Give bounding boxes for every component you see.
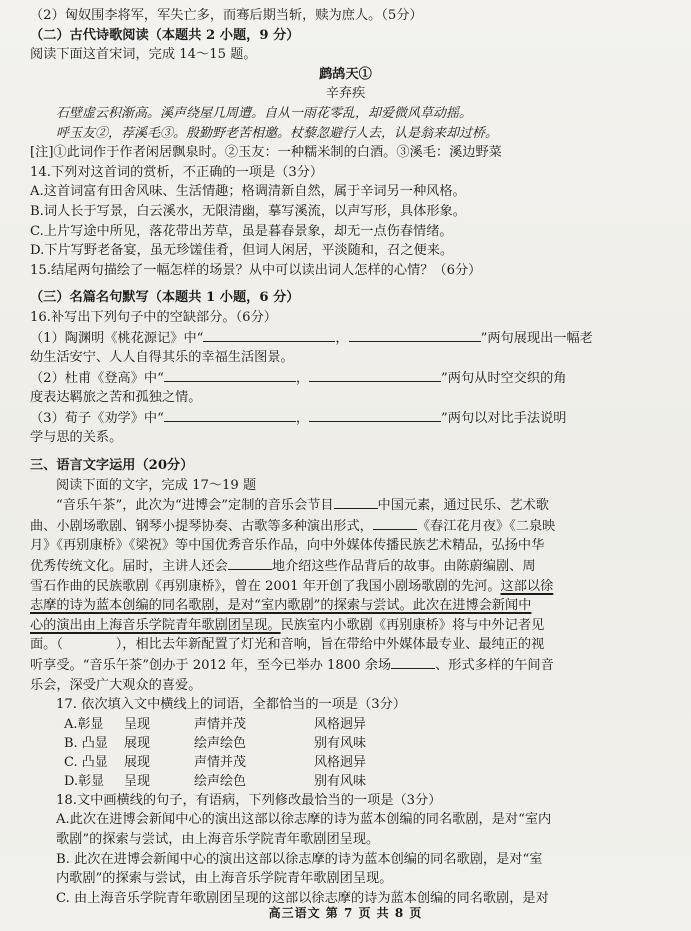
option-key: D.彰显 bbox=[64, 773, 105, 789]
answer-blank[interactable] bbox=[349, 328, 481, 342]
text-line: 阅读下面这首宋词，完成 14～15 题。 bbox=[30, 47, 257, 63]
answer-blank[interactable] bbox=[373, 516, 417, 530]
question-18: 18.文中画横线的句子，有语病，下列修改最恰当的一项是（3分） bbox=[56, 792, 442, 808]
question-15: 15.结尾两句描绘了一幅怎样的场景？从中可以读出词人怎样的心情？（6分） bbox=[30, 262, 482, 278]
option-line: C.上片写途中所见，落花带出芳草，虽是暮春景象，却无一点伤春情绪。 bbox=[30, 223, 453, 239]
answer-blank[interactable] bbox=[228, 556, 272, 570]
fill-line: （2）杜甫《登高》中“ ， ”两句从时空交织的角 bbox=[30, 368, 661, 389]
option-line: A.这首词富有田舍风味、生活情趣；格调清新自然，属于辛词另一种风格。 bbox=[30, 184, 466, 200]
question-17: 17. 依次填入文中横线上的词语，全都恰当的一项是（3分） bbox=[56, 697, 407, 713]
text-line: 幼生活安宁、人人自得其乐的幸福生活图景。 bbox=[30, 350, 294, 366]
passage-line: 听享受。“音乐午茶”创办于 2012 年，至今已举办 1800 余场 、形式多样的午间音 bbox=[30, 655, 661, 676]
option-key: B. 凸显 bbox=[64, 735, 108, 751]
option-key: C. 凸显 bbox=[64, 754, 108, 770]
answer-blank[interactable] bbox=[164, 368, 296, 382]
answer-blank[interactable] bbox=[309, 408, 441, 422]
section-heading: （二）古代诗歌阅读（本题共 2 小题，9 分） bbox=[30, 27, 300, 43]
option-line: 内歌剧”的探索与尝试，由上海音乐学院青年歌剧团呈现。 bbox=[56, 871, 393, 887]
passage-line: 心的演出由上海音乐学院青年歌剧团呈现。民族室内小歌剧《再别康桥》将与中外记者见 bbox=[30, 617, 545, 633]
poem-title: 鹧鸪天① bbox=[319, 66, 372, 82]
option-line: 歌剧”的探索与尝试，由上海音乐学院青年歌剧团呈现。 bbox=[56, 831, 380, 847]
passage-line: 月》《再别康桥》《梁祝》等中国优秀音乐作品，向中外媒体传播民族艺术精品，弘扬中华 bbox=[30, 538, 545, 554]
answer-blank[interactable] bbox=[203, 328, 335, 342]
passage-line: 面。（ ），相比去年新配置了灯光和音响，旨在带给中外媒体最专业、最纯正的视 bbox=[30, 637, 545, 653]
answer-blank[interactable] bbox=[391, 655, 435, 669]
answer-blank[interactable] bbox=[164, 408, 296, 422]
text-line: （2）匈奴围李将军，军失亡多，而骞后期当斩，赎为庶人。（5分） bbox=[30, 8, 423, 23]
text-line: 阅读下面的文字，完成 17～19 题 bbox=[56, 477, 257, 493]
question-14: 14.下列对这首词的赏析，不正确的一项是（3分） bbox=[30, 164, 324, 180]
passage-line: 乐会，深受广大观众的喜爱。 bbox=[30, 677, 202, 693]
underlined-sentence: 志摩的诗为蓝本创编的同名歌剧，是对“室内歌剧”的探索与尝试。此次在进博会新闻中 bbox=[30, 598, 532, 614]
passage-line: “音乐午茶”，此次为“进博会”定制的音乐会节目 中国元素，通过民乐、艺术歌 bbox=[30, 495, 661, 516]
passage-line: 优秀传统文化。届时，主讲人还会 地介绍这些作品背后的故事。由陈蔚编剧、周 bbox=[30, 556, 661, 577]
poem-line: 石壁虚云积渐高。溪声绕屋几周遭。自从一雨花零乱，却爱微风草动摇。 bbox=[56, 105, 473, 121]
poem-line: 呼玉友②，荐溪毛③。殷勤野老苦相邀。杖藜忽避行人去，认是翁来却过桥。 bbox=[56, 125, 499, 141]
section-heading: 三、语言文字运用（20分） bbox=[30, 458, 194, 474]
fill-line: （3）荀子《劝学》中“ ， ”两句以对比手法说明 bbox=[30, 408, 661, 429]
section-heading: （三）名篇名句默写（本题共 1 小题，6 分） bbox=[30, 290, 300, 306]
option-line: A.此次在进博会新闻中心的演出这部以徐志摩的诗为蓝本创编的同名歌剧，是对“室内 bbox=[56, 812, 552, 828]
poem-author: 辛弃疾 bbox=[325, 86, 366, 102]
option-line: B. 此次在进博会新闻中心的演出这部以徐志摩的诗为蓝本创编的同名歌剧，是对“室 bbox=[56, 851, 543, 867]
option-key: A.彰显 bbox=[64, 716, 104, 732]
question-16: 16.补写出下列句子中的空缺部分。（6分） bbox=[30, 309, 277, 325]
text-line: 学与思的关系。 bbox=[30, 430, 123, 446]
answer-blank[interactable] bbox=[334, 495, 378, 509]
option-line: D.下片写野老备宴，虽无珍馐佳肴，但词人闲居，平淡随和，召之便来。 bbox=[30, 243, 454, 259]
q17-options: A.彰显 呈现 声情并茂 风格迥异 B. 凸显 展现 绘声绘色 别有风味 C. 凸显 展现 声情并茂 风格迥异 D.彰显 呈现 绘声绘色 别有风味 bbox=[64, 716, 367, 789]
page-footer: 高三语文 第 7 页 共 8 页 bbox=[268, 906, 423, 920]
passage-line: 曲、小剧场歌剧、钢琴小提琴协奏、古歌等多种演出形式， 《春江花月夜》《二泉映 bbox=[30, 516, 661, 537]
note-line: [注]①此词作于作者闲居飘泉时。②玉友：一种糯米制的白酒。③溪毛：溪边野菜 bbox=[30, 145, 502, 161]
passage-line: 雪石作曲的民族歌剧《再别康桥》，曾在 2001 年开创了我国小剧场歌剧的先河。这部以徐 bbox=[30, 578, 554, 594]
answer-blank[interactable] bbox=[309, 368, 441, 382]
option-line: C. 由上海音乐学院青年歌剧团呈现的这部以徐志摩的诗为蓝本创编的同名歌剧，是对 bbox=[56, 890, 549, 906]
option-line: B.词人长于写景，白云溪水，无限清幽，摹写溪流，以声写形，具体形象。 bbox=[30, 203, 466, 219]
text-line: 度表达羁旅之苦和孤独之情。 bbox=[30, 390, 202, 406]
fill-line: （1）陶渊明《桃花源记》中“ ， ”两句展现出一幅老 bbox=[30, 328, 661, 349]
